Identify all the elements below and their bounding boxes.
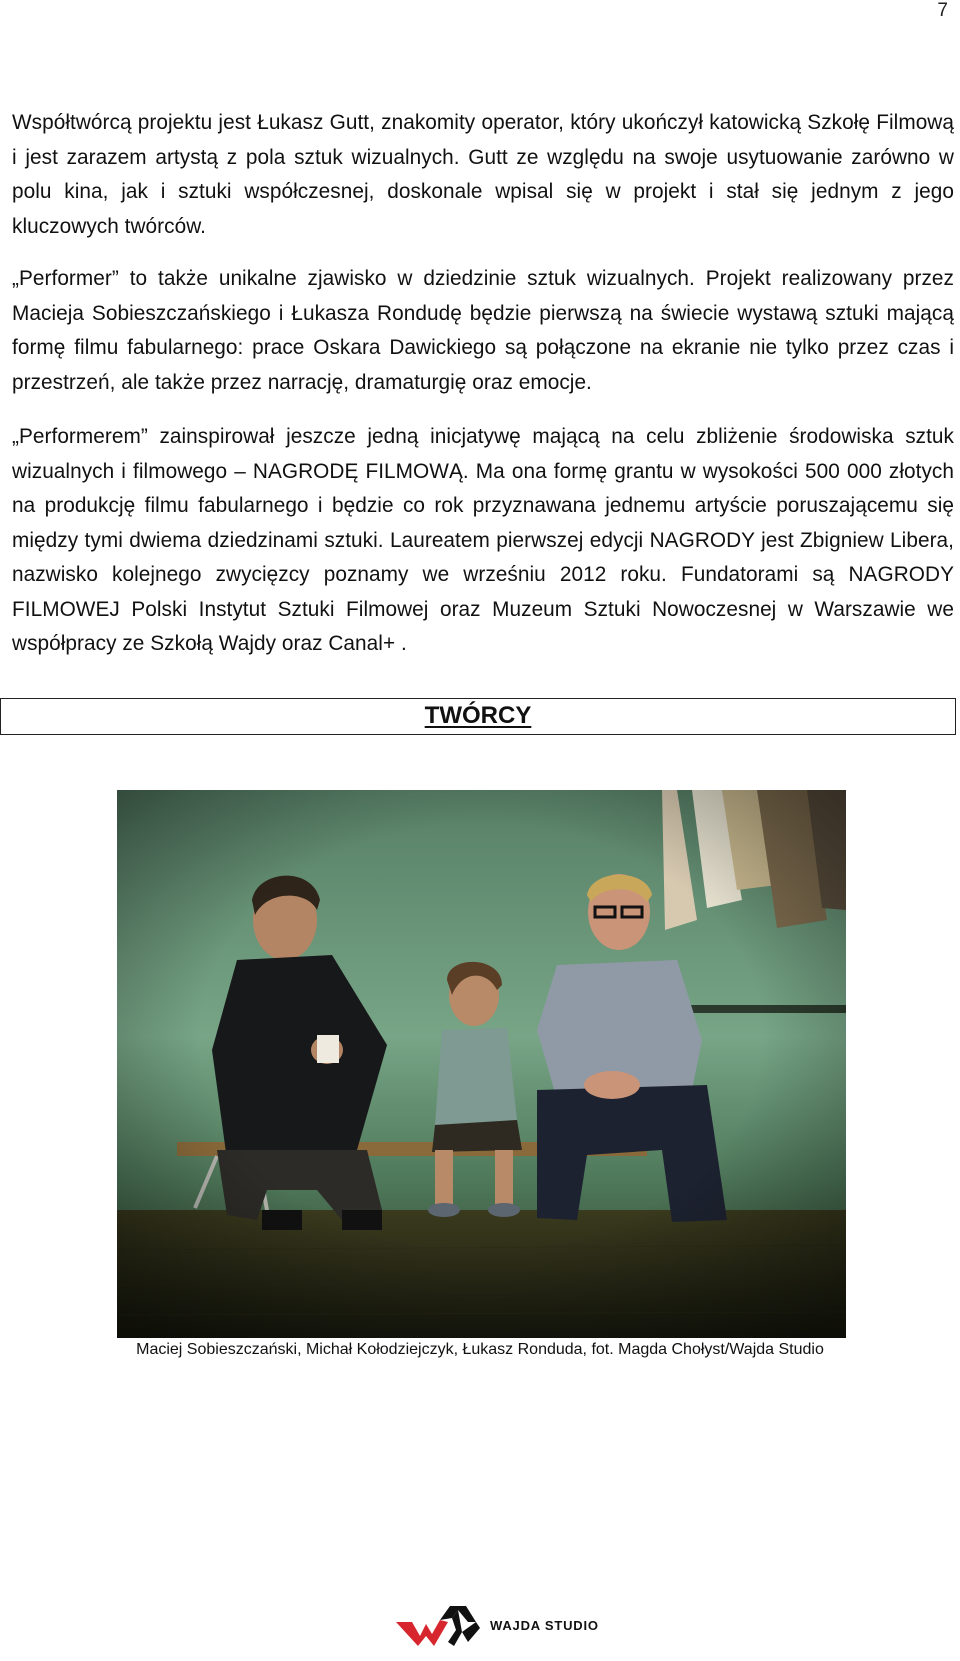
paragraph-1: Współtwórcą projektu jest Łukasz Gutt, znakomity operator, który ukończył katowicką Szkołę Filmową i jest zarazem artystą z pola sztuk wizualnych. Gutt ze względu na swoje usytuowanie zarówno w polu kina, jak i sztuki współczesnej, doskonale wpisal się w projekt i stał się jednym z jego kluczowych twórców. bbox=[12, 111, 954, 238]
section-title: TWÓRCY bbox=[424, 702, 532, 729]
paragraph-2: „Performer” to także unikalne zjawisko w dziedzinie sztuk wizualnych. Projekt realizowany przez Macieja Sobieszczańskiego i Łukasza Rondudę będzie pierwszą na świecie wystawą sztuki mającą formę filmu fabularnego: prace Oskara Dawickiego są połączone na ekranie nie tylko przez czas i przestrzeń, ale także przez narrację, dramaturgię oraz emocje. bbox=[12, 267, 954, 394]
photo-caption: Maciej Sobieszczański, Michał Kołodziejczyk, Łukasz Ronduda, fot. Magda Chołyst/Wajda Studio bbox=[136, 1341, 824, 1358]
section-header-box bbox=[0, 698, 956, 735]
creators-photo bbox=[117, 790, 846, 1338]
creators-photo-illustration bbox=[117, 790, 846, 1338]
article-body bbox=[12, 106, 954, 662]
paragraph-3: „Performerem” zainspirował jeszcze jedną inicjatywę mającą na celu zbliżenie środowiska sztuk wizualnych i filmowego – NAGRODĘ FILMOWĄ. Ma ona formę grantu w wysokości 500 000 złotych na produkcję filmu fabularnego i będzie co rok przyznawana jednemu artyście poruszającemu się między tymi dwiema dziedzinami sztuki. Laureatem pierwszej edycji NAGRODY jest Zbigniew Libera, nazwisko kolejnego zwycięzcy poznamy we wrześniu 2012 roku. Fundatorami są NAGRODY FILMOWEJ Polski Instytut Sztuki Filmowej oraz Muzeum Sztuki Nowoczesnej w Warszawie we współpracy ze Szkołą Wajdy oraz Canal+ . bbox=[12, 425, 954, 655]
page-number: 7 bbox=[937, 0, 948, 21]
footer-logo-text: WAJDA STUDIO bbox=[490, 1618, 599, 1633]
